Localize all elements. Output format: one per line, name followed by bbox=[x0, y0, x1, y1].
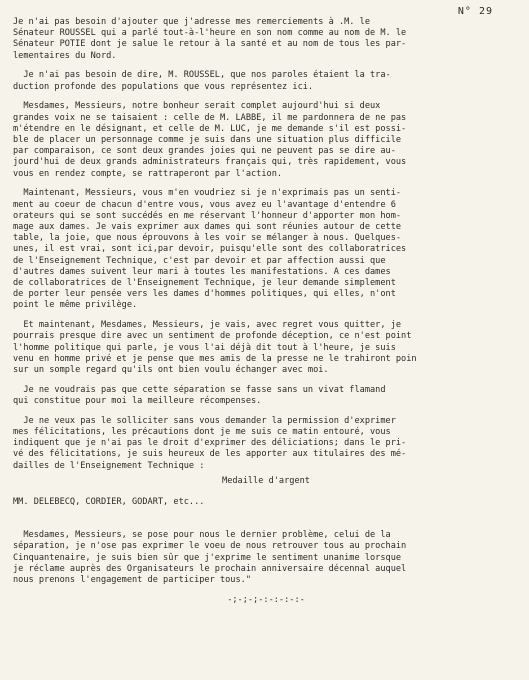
paragraph-7 bbox=[13, 416, 519, 472]
document-body bbox=[13, 17, 519, 606]
text-line: unes, il est vrai, sont ici,par devoir, puisqu'elle sont des collaboratrices bbox=[13, 244, 407, 255]
text-line: sur un somple regard qu'ils ont bien voulu échanger avec moi. bbox=[13, 365, 329, 376]
text-line: d'autres dames suivent leur mari à toutes les manifestations. A ces dames bbox=[13, 266, 391, 277]
text-line: nous prenons l'engagement de participer tous." bbox=[13, 575, 251, 586]
text-line: Mesdames, Messieurs, se pose pour nous le dernier problème, celui de la bbox=[13, 530, 391, 541]
text-line: qui constitue pour moi la meilleure récompenses. bbox=[13, 396, 262, 407]
text-line: grandes voix ne se taisaient : celle de M. LABBE, il me pardonnera de ne pas bbox=[13, 112, 407, 123]
text-line: par comparaison, ce sont deux grandes joies qui ne peuvent pas se dire au- bbox=[13, 146, 396, 157]
text-line: Et maintenant, Mesdames, Messieurs, je vais, avec regret vous quitter, je bbox=[13, 320, 402, 331]
text-line: pourrais presque dire avec un sentiment de profonde déception, ce n'est point bbox=[13, 331, 412, 342]
text-line: ment au coeur de chacun d'entre vous, vous avez eu l'avantage d'entendre 6 bbox=[13, 199, 396, 210]
separator: -;-;-;-:-:-:-:- bbox=[227, 594, 305, 605]
medal-names: MM. DELEBECQ, CORDIER, GODART, etc... bbox=[13, 497, 205, 508]
text-line: Mesdames, Messieurs, notre bonheur serait complet aujourd'hui si deux bbox=[13, 101, 381, 112]
text-line: Je n'ai pas besoin d'ajouter que j'adresse mes remerciements à .M. le bbox=[13, 17, 370, 27]
text-line: Cinquantenaire, je suis bien sûr que j'exprime le sentiment unanime lorsque bbox=[13, 552, 402, 563]
text-line: Je ne veux pas le solliciter sans vous demander la permission d'exprimer bbox=[13, 415, 396, 426]
text-line: mage aux dames. Je vais exprimer aux dames qui sont réunies autour de cette bbox=[13, 222, 402, 233]
text-line: Maintenant, Messieurs, vous m'en voudriez si je n'exprimais pas un senti- bbox=[13, 188, 402, 199]
paragraph-2 bbox=[13, 70, 519, 92]
text-line: lementaires du Nord. bbox=[13, 50, 117, 61]
text-line: ble de placer un personnage comme je suis dans une situation plus difficile bbox=[13, 135, 402, 146]
text-line: mes félicitations, les précautions dont je me suis ce matin entouré, vous bbox=[13, 427, 391, 438]
text-line: je réclame auprès des Organisateurs le prochain anniversaire décennal auquel bbox=[13, 563, 407, 574]
text-line: dailles de l'Enseignement Technique : bbox=[13, 460, 205, 471]
paragraph-3 bbox=[13, 101, 519, 179]
text-line: orateurs qui se sont succédés en me réservant l'honneur d'apporter mon hom- bbox=[13, 210, 402, 221]
text-line: l'homme politique qui parle, je vous l'ai déjà dit tout à l'heure, je suis bbox=[13, 342, 396, 353]
text-line: jourd'hui de deux grands administrateurs français qui, très rapidement, vous bbox=[13, 157, 407, 168]
text-line: Je ne voudrais pas que cette séparation se fasse sans un vivat flamand bbox=[13, 384, 386, 395]
text-line: Sénateur ROUSSEL qui a parlé tout-à-l'heure en son nom comme au nom de M. le bbox=[13, 28, 407, 39]
text-line: point le même privilège. bbox=[13, 300, 138, 311]
medal-heading: Medaille d'argent bbox=[222, 475, 310, 486]
text-line: table, la joie, que nous éprouvons à les voir se mélanger à nous. Quelques- bbox=[13, 233, 402, 244]
paragraph-1 bbox=[13, 17, 519, 62]
text-line: vé des félicitations, je suis heureux de les apporter aux titulaires des mé- bbox=[13, 449, 407, 460]
final-paragraph bbox=[13, 530, 519, 586]
text-line: duction profonde des populations que vous représentez ici. bbox=[13, 81, 314, 92]
text-line: Sénateur POTIE dont je salue le retour à la santé et au nom de tous les par- bbox=[13, 39, 407, 50]
text-line: m'étendre en le désignant, et celle de M. LUC, je me demande s'il est possi- bbox=[13, 123, 407, 134]
text-line: de collaboratrices de l'Enseignement Technique, je leur demande simplement bbox=[13, 278, 396, 289]
text-line: de porter leur pensée vers les dames d'hommes politiques, qui elles, n'ont bbox=[13, 289, 396, 300]
text-line: séparation, je n'ose pas exprimer le voeu de nous retrouver tous au prochain bbox=[13, 541, 407, 552]
paragraph-5 bbox=[13, 320, 519, 376]
paragraph-4 bbox=[13, 188, 519, 311]
text-line: de l'Enseignement Technique, c'est par devoir et par affection aussi que bbox=[13, 255, 386, 266]
text-line: vous en rendez compte, se rattraperont par l'action. bbox=[13, 168, 283, 179]
text-line: Je n'ai pas besoin de dire, M. ROUSSEL, que nos paroles étaient la tra- bbox=[13, 70, 391, 81]
page-number: N° 29 bbox=[457, 6, 493, 17]
paragraph-6 bbox=[13, 385, 519, 407]
text-line: indiquent que je n'ai pas le droit d'exprimer des déliciations; dans le pri- bbox=[13, 438, 407, 449]
text-line: venu en homme privé et je pense que mes amis de la presse ne le trahiront poin bbox=[13, 353, 417, 364]
